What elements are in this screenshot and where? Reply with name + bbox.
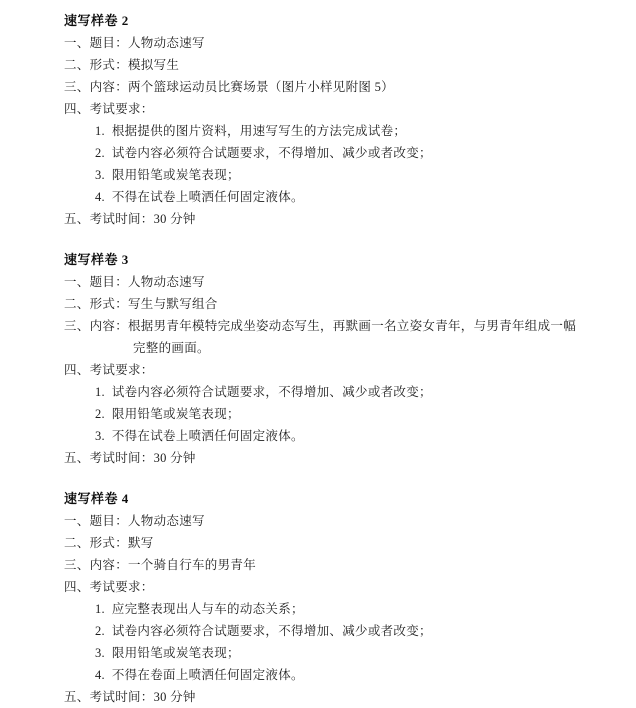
- line-content: 三、内容：根据男青年模特完成坐姿动态写生，再默画一名立姿女青年，与男青年组成一幅: [64, 319, 577, 333]
- requirement-item: 2. 试卷内容必须符合试题要求，不得增加、减少或者改变；: [95, 624, 432, 638]
- requirement-item: 3. 限用铅笔或炭笔表现；: [95, 168, 240, 182]
- line-content-continuation: 完整的画面。: [133, 341, 210, 355]
- line-format: 二、形式：默写: [64, 536, 154, 550]
- line-topic: 一、题目：人物动态速写: [64, 514, 205, 528]
- line-exam-time: 五、考试时间：30 分钟: [64, 690, 196, 704]
- section-sketch-sample-2: [64, 10, 596, 230]
- requirement-item: 1. 应完整表现出人与车的动态关系；: [95, 602, 304, 616]
- line-requirements-label: 四、考试要求：: [64, 102, 154, 116]
- line-content: 三、内容：一个骑自行车的男青年: [64, 558, 257, 572]
- requirement-item: 4. 不得在试卷上喷洒任何固定液体。: [95, 190, 304, 204]
- requirement-item: 2. 试卷内容必须符合试题要求，不得增加、减少或者改变；: [95, 146, 432, 160]
- line-requirements-label: 四、考试要求：: [64, 363, 154, 377]
- line-format: 二、形式：写生与默写组合: [64, 297, 218, 311]
- section-heading: 速写样卷 3: [64, 252, 129, 267]
- line-format: 二、形式：模拟写生: [64, 58, 180, 72]
- requirement-item: 2. 限用铅笔或炭笔表现；: [95, 407, 240, 421]
- requirement-item: 1. 根据提供的图片资料，用速写写生的方法完成试卷；: [95, 124, 407, 138]
- requirement-item: 4. 不得在卷面上喷洒任何固定液体。: [95, 668, 304, 682]
- line-requirements-label: 四、考试要求：: [64, 580, 154, 594]
- line-content: 三、内容：两个篮球运动员比赛场景（图片小样见附图 5）: [64, 80, 394, 94]
- line-topic: 一、题目：人物动态速写: [64, 36, 205, 50]
- requirement-item: 3. 不得在试卷上喷洒任何固定液体。: [95, 429, 304, 443]
- section-heading: 速写样卷 2: [64, 13, 129, 28]
- requirement-item: 3. 限用铅笔或炭笔表现；: [95, 646, 240, 660]
- section-heading: 速写样卷 4: [64, 491, 129, 506]
- section-sketch-sample-4: [64, 488, 596, 708]
- line-topic: 一、题目：人物动态速写: [64, 275, 205, 289]
- section-sketch-sample-3: [64, 249, 596, 469]
- requirement-item: 1. 试卷内容必须符合试题要求，不得增加、减少或者改变；: [95, 385, 432, 399]
- line-exam-time: 五、考试时间：30 分钟: [64, 451, 196, 465]
- line-exam-time: 五、考试时间：30 分钟: [64, 212, 196, 226]
